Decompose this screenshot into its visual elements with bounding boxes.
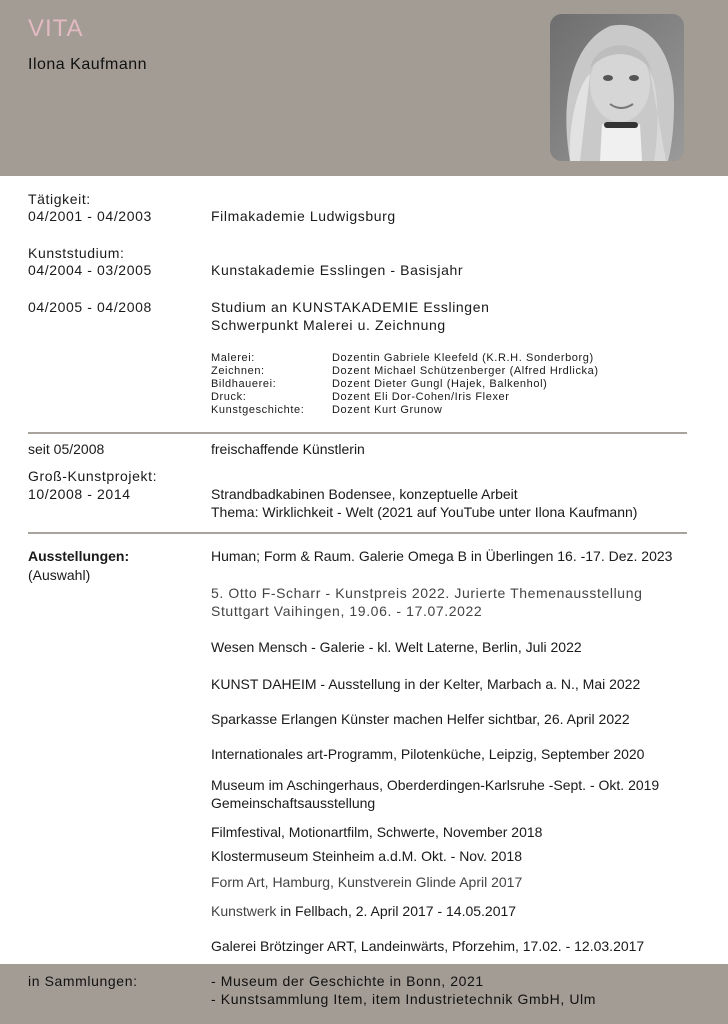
taetigkeit-heading: Tätigkeit: [28,191,91,207]
collections-footer [0,964,728,1024]
exhibition-item: 5. Otto F-Scharr - Kunstpreis 2022. Jurierte Themenausstellung [211,585,643,601]
project-line-2: Thema: Wirklichkeit - Welt (2021 auf YouTube unter Ilona Kaufmann) [211,504,638,520]
vita-title: VITA [28,15,84,42]
teacher-subject: Druck: [211,391,247,403]
teacher-name: Dozent Michael Schützenberger (Alfred Hrdlicka) [332,365,599,377]
exhibition-item: Gemeinschaftsausstellung [211,795,376,811]
exhibition-item: Museum im Aschingerhaus, Oberderdingen-Karlsruhe -Sept. - Okt. 2019 [211,777,660,793]
teacher-name: Dozent Dieter Gungl (Hajek, Balkenhol) [332,378,548,390]
teacher-subject: Malerei: [211,352,255,364]
kunststudium-text-2a: Studium an KUNSTAKADEMIE Esslingen [211,299,490,315]
kunststudium-text-1: Kunstakademie Esslingen - Basisjahr [211,262,464,278]
exhibition-item: Wesen Mensch - Galerie - kl. Welt Laterne, Berlin, Juli 2022 [211,639,582,655]
exhibition-item: Stuttgart Vaihingen, 19.06. - 17.07.2022 [211,603,483,619]
project-heading: Groß-Kunstprojekt: [28,468,158,484]
taetigkeit-text: Filmakademie Ludwigsburg [211,208,396,224]
divider [28,532,687,534]
portrait-photo [550,14,684,161]
collections-heading: in Sammlungen: [28,973,138,989]
teacher-name: Dozent Kurt Grunow [332,404,443,416]
teacher-name: Dozentin Gabriele Kleefeld (K.R.H. Sonderborg) [332,352,594,364]
kunststudium-heading: Kunststudium: [28,245,125,261]
teacher-subject: Zeichnen: [211,365,265,377]
exhibition-item: KUNST DAHEIM - Ausstellung in der Kelter, Marbach a. N., Mai 2022 [211,676,641,692]
teacher-subject: Kunstgeschichte: [211,404,305,416]
exhibition-item-part: in Fellbach, 2. April 2017 - 14.05.2017 [276,903,517,919]
exhibitions-heading: Ausstellungen: [28,548,130,564]
collection-item: - Kunstsammlung Item, item Industrietechnik GmbH, Ulm [211,991,597,1007]
exhibition-item: Internationales art-Programm, Pilotenküche, Leipzig, September 2020 [211,746,645,762]
collection-item: - Museum der Geschichte in Bonn, 2021 [211,973,484,989]
kunststudium-date-2: 04/2005 - 04/2008 [28,299,152,315]
teacher-subject: Bildhauerei: [211,378,277,390]
exhibition-item [211,902,516,920]
header-banner [0,0,728,176]
project-line-1: Strandbadkabinen Bodensee, konzeptuelle Arbeit [211,486,518,502]
teacher-name: Dozent Eli Dor-Cohen/Iris Flexer [332,391,510,403]
divider [28,432,687,434]
taetigkeit-date: 04/2001 - 04/2003 [28,208,152,224]
freelance-text: freischaffende Künstlerin [211,441,365,457]
kunststudium-text-2b: Schwerpunkt Malerei u. Zeichnung [211,317,446,333]
project-date: 10/2008 - 2014 [28,486,131,502]
portrait-image [550,14,684,161]
exhibition-item: Klostermuseum Steinheim a.d.M. Okt. - Nov. 2018 [211,848,522,864]
exhibition-item: Form Art, Hamburg, Kunstverein Glinde April 2017 [211,874,523,890]
freelance-date: seit 05/2008 [28,441,105,457]
artist-name: Ilona Kaufmann [28,56,148,73]
exhibition-item: Galerei Brötzinger ART, Landeinwärts, Pforzehim, 17.02. - 12.03.2017 [211,938,645,954]
kunststudium-date-1: 04/2004 - 03/2005 [28,262,152,278]
exhibition-item: Sparkasse Erlangen Künster machen Helfer sichtbar, 26. April 2022 [211,711,630,727]
exhibitions-subheading: (Auswahl) [28,567,91,583]
exhibition-item: Human; Form & Raum. Galerie Omega B in Überlingen 16. -17. Dez. 2023 [211,548,673,564]
exhibition-item: Filmfestival, Motionartfilm, Schwerte, November 2018 [211,824,543,840]
exhibition-item-part: Kunstwerk [211,903,277,919]
